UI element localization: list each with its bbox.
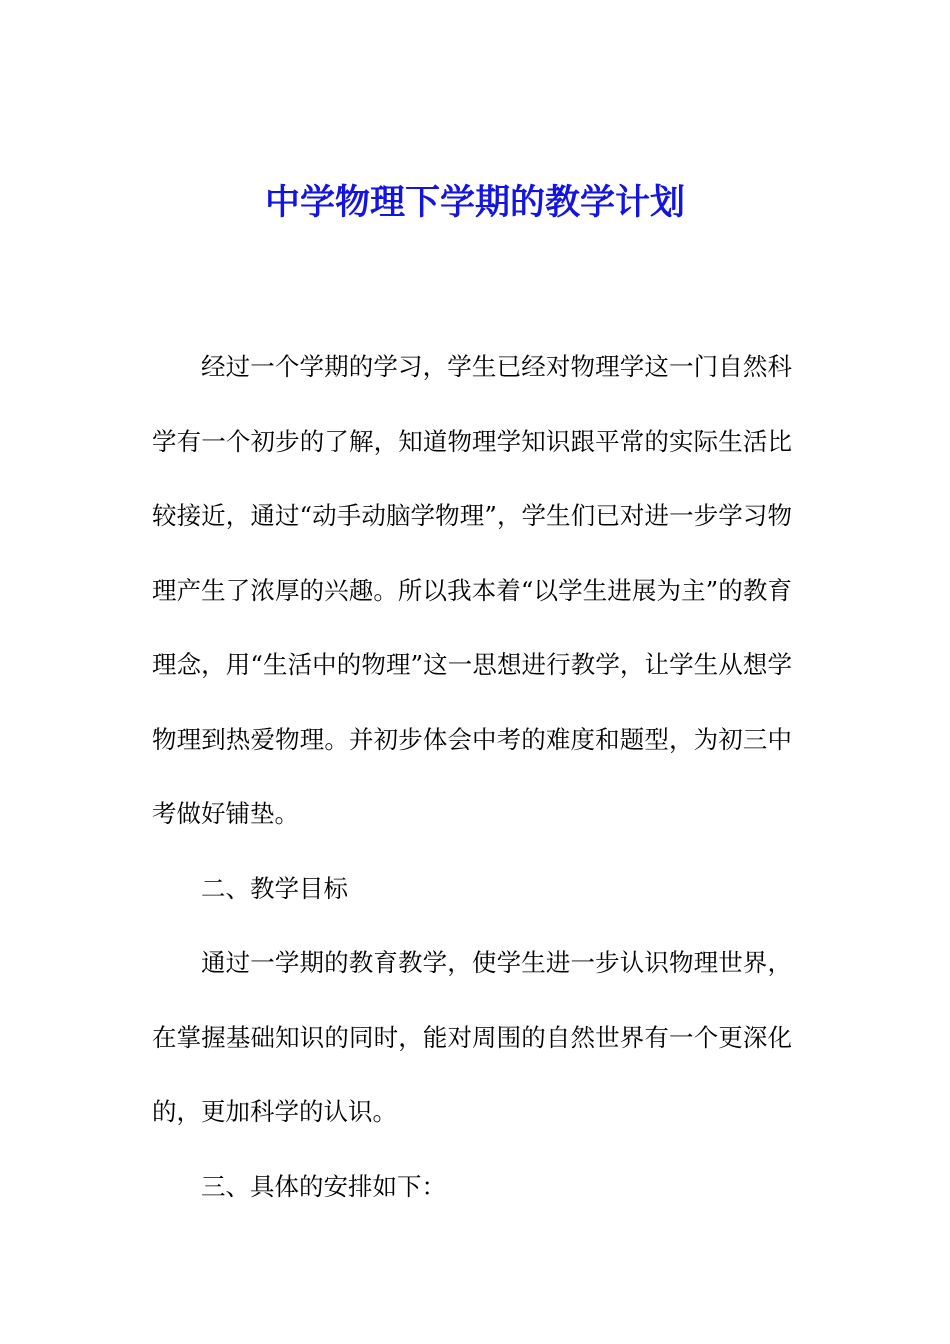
document-title: 中学物理下学期的教学计划 [264,182,685,223]
document-body [152,330,792,1224]
section-heading-arrangements: 三、具体的安排如下： [201,1171,446,1201]
section-heading-teaching-goals: 二、教学目标 [201,873,348,903]
intro-paragraph: 经过一个学期的学习，学生已经对物理学这一门自然科学有一个初步的了解，知道物理学知识跟平常的实际生活比较接近，通过“动手动脑学物理”，学生们已对进一步学习物理产生了浓厚的兴趣。所以我本着“以学生进展为主”的教育理念，用“生活中的物理”这一思想进行教学，让学生从想学物理到热爱物理。并初步体会中考的难度和题型，为初三中考做好铺垫。 [152,352,792,828]
teaching-goals-paragraph: 通过一学期的教育教学，使学生进一步认识物理世界，在掌握基础知识的同时，能对周围的自然世界有一个更深化的，更加科学的认识。 [152,948,792,1126]
